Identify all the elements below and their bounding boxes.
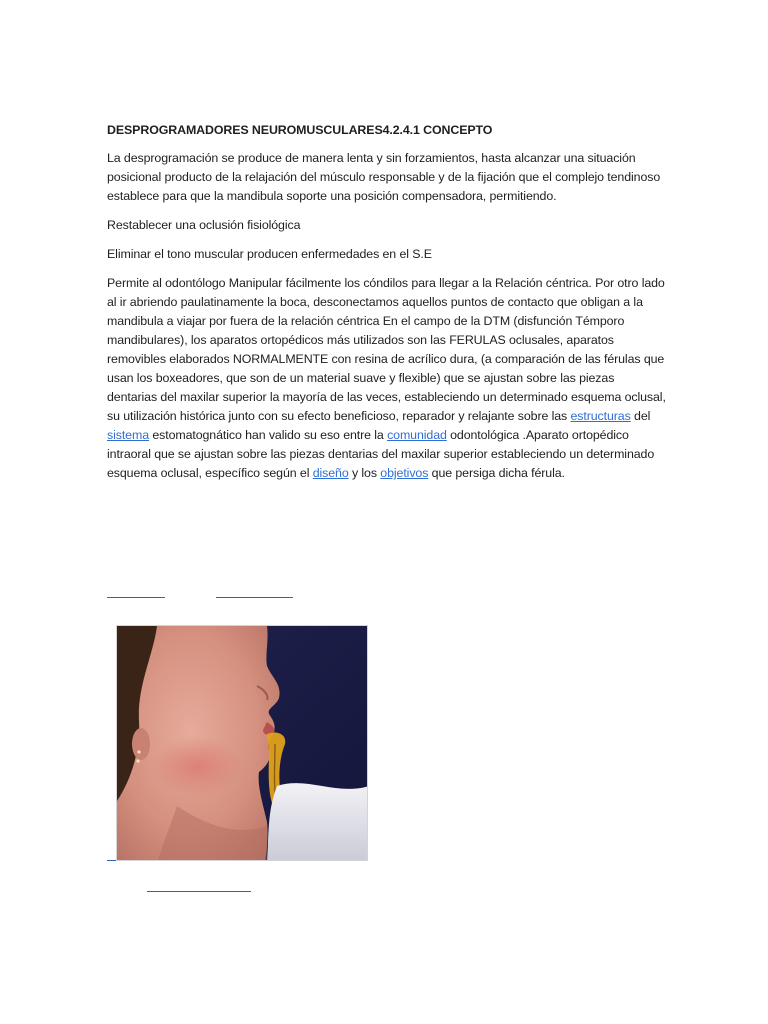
white-cloth-shape [267,783,368,861]
paragraph-text: que persiga dicha férula. [428,466,565,480]
ear-shape [132,728,150,760]
paragraph-text: estomatognático han valido su eso entre la [149,428,388,442]
paragraph-eliminar: Eliminar el tono muscular producen enfermedades en el S.E [107,247,432,261]
link-estructuras[interactable]: estructuras [570,409,631,423]
empty-link-2[interactable] [216,597,293,598]
link-comunidad[interactable]: comunidad [387,428,447,442]
paragraph-text: odontológica .Aparato ortopédico intraoral que se ajustan sobre las piezas dentarias del maxilar superior estableciendo un determinado esquema oclusal, específico según el [107,428,655,480]
earring-icon [136,759,139,762]
empty-link-5[interactable] [147,891,251,892]
link-sistema[interactable]: sistema [107,428,149,442]
link-objetivos[interactable]: objetivos [380,466,429,480]
paragraph-text: del [630,409,651,423]
link-diseno[interactable]: diseño [312,466,349,480]
patient-profile-illustration [117,626,368,861]
empty-link-1[interactable] [107,597,165,598]
document-heading: DESPROGRAMADORES NEUROMUSCULARES4.2.4.1 CONCEPTO [107,123,493,137]
paragraph-text: y los [348,466,381,480]
paragraph-restablecer: Restablecer una oclusión fisiológica [107,218,301,232]
paragraph-desprogramacion: La desprogramación se produce de manera lenta y sin forzamientos, hasta alcanzar una situación posicional producto de la relajación del músculo responsable y de la fijación que el complejo tendinoso establece para que la mandibula soporte una posición compensadora, permitiendo. [107,151,661,203]
paragraph-text: Permite al odontólogo Manipular fácilmente los cóndilos para llegar a la Relación céntrica. Por otro lado al ir abriendo paulatinamente la boca, desconectamos aquellos puntos de contacto que obligan a la mandibula a viajar por fuera de la relación céntrica En el campo de la DTM (disfunción Témporo mandibulares), los aparatos ortopédicos más utilizados son las FERULAS oclusales, aparatos removibles elaborados NORMALMENTE con resina de acrílico dura, (a comparación de las férulas que usan los boxeadores, que son de un material suave y flexible) que se ajustan sobre las piezas dentarias del maxilar superior la mayoría de las veces, estableciendo un determinado esquema oclusal, su utilización histórica junto con su efecto beneficioso, reparador y relajante sobre las [107,276,666,423]
patient-profile-photo [116,625,368,861]
earring-icon [137,750,140,753]
cheek-shade [152,736,242,796]
paragraph-permite [107,274,667,483]
